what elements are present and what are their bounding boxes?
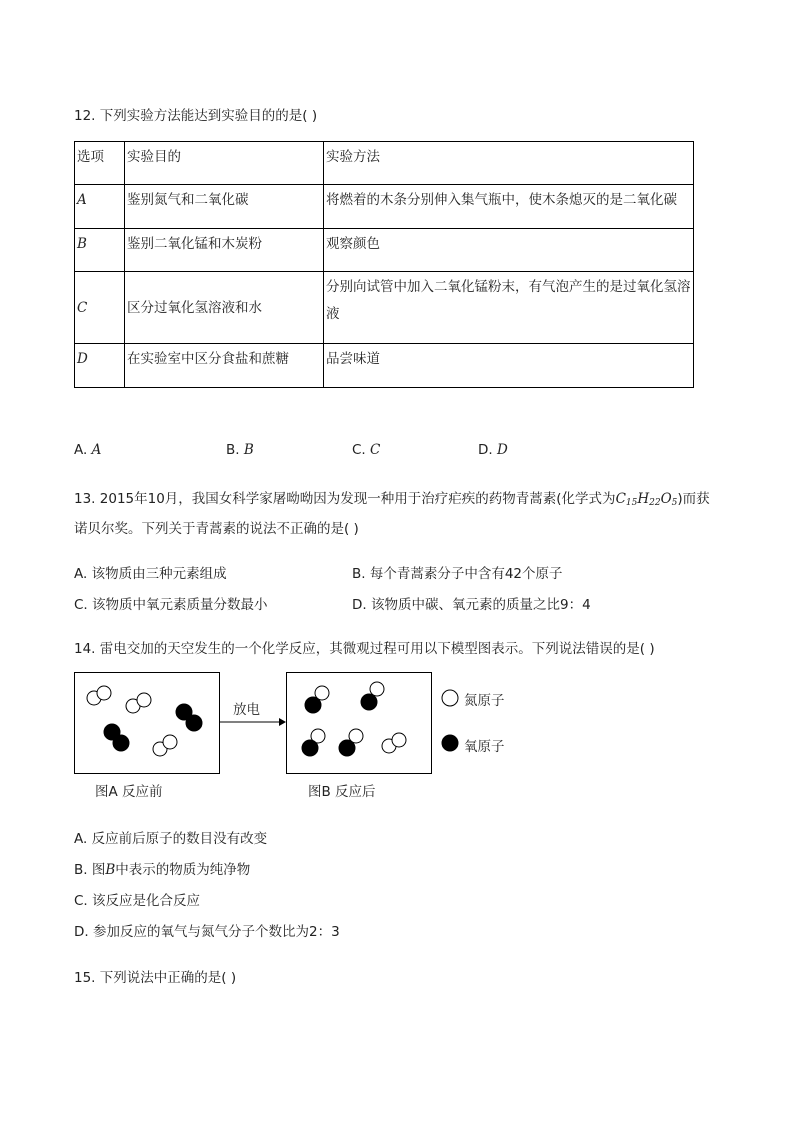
q13-choice-d[interactable]: D. 该物质中碳、氧元素的质量之比9：4 bbox=[352, 597, 591, 613]
row-purpose: 区分过氧化氢溶液和水 bbox=[125, 272, 324, 344]
q13-choice-b[interactable]: B. 每个青蒿素分子中含有42个原子 bbox=[352, 566, 563, 582]
q13-choice-a[interactable]: A. 该物质由三种元素组成 bbox=[74, 566, 227, 582]
row-method: 观察颜色 bbox=[324, 229, 694, 272]
diagram-after-molecules bbox=[286, 672, 432, 774]
nitrogen-atom-icon bbox=[441, 689, 461, 709]
q13-formula: $C_{15}H_{22}O_5$ bbox=[615, 491, 678, 508]
table-row bbox=[75, 185, 694, 229]
table-row bbox=[75, 344, 694, 388]
header-method: 实验方法 bbox=[324, 142, 694, 185]
caption-before: 图A 反应前 bbox=[95, 784, 163, 800]
q14-choice-c[interactable]: C. 该反应是化合反应 bbox=[74, 893, 201, 909]
q14-stem: 14. 雷电交加的天空发生的一个化学反应，其微观过程可用以下模型图表示。下列说法错误的是( ) bbox=[74, 641, 655, 657]
q13-choice-c[interactable]: C. 该物质中氧元素质量分数最小 bbox=[74, 597, 268, 613]
legend-oxygen: 氧原子 bbox=[464, 739, 505, 755]
oxygen-atom-icon bbox=[441, 734, 461, 754]
legend-nitrogen: 氮原子 bbox=[464, 693, 505, 709]
row-option: C bbox=[77, 300, 88, 316]
q15-stem: 15. 下列说法中正确的是( ) bbox=[74, 970, 237, 986]
q12-choice-c[interactable]: C. C bbox=[352, 442, 381, 458]
table-row bbox=[75, 229, 694, 272]
q14-choice-a[interactable]: A. 反应前后原子的数目没有改变 bbox=[74, 831, 268, 847]
q12-table bbox=[74, 141, 694, 388]
q13-stem-line1: 13. 2015年10月，我国女科学家屠呦呦因为发现一种用于治疗疟疾的药物青蒿素(化学式为$C_{15}H_{22}O_5$)而获 bbox=[74, 491, 710, 508]
q12-stem: 12. 下列实验方法能达到实验目的的是( ) bbox=[74, 108, 318, 124]
diagram-before-molecules bbox=[74, 672, 220, 774]
row-method: 品尝味道 bbox=[324, 344, 694, 388]
table-header-row bbox=[75, 142, 694, 185]
caption-after: 图B 反应后 bbox=[308, 784, 376, 800]
header-option: 选项 bbox=[75, 142, 125, 185]
row-purpose: 鉴别氮气和二氧化碳 bbox=[125, 185, 324, 229]
row-option: D bbox=[77, 351, 88, 367]
row-method: 将燃着的木条分别伸入集气瓶中，使木条熄灭的是二氧化碳 bbox=[324, 185, 694, 229]
q14-choice-b[interactable]: B. 图B中表示的物质为纯净物 bbox=[74, 862, 251, 878]
q12-choice-a[interactable]: A. A bbox=[74, 442, 102, 458]
reaction-arrow-icon bbox=[219, 716, 287, 728]
table-row bbox=[75, 272, 694, 344]
row-purpose: 鉴别二氧化锰和木炭粉 bbox=[125, 229, 324, 272]
q13-stem-line2: 诺贝尔奖。下列关于青蒿素的说法不正确的是( ) bbox=[74, 521, 359, 537]
row-option: B bbox=[77, 236, 87, 252]
q14-choice-d[interactable]: D. 参加反应的氧气与氮气分子个数比为2：3 bbox=[74, 924, 340, 940]
row-option: A bbox=[77, 192, 87, 208]
arrow-label: 放电 bbox=[233, 702, 260, 718]
header-purpose: 实验目的 bbox=[125, 142, 324, 185]
q12-choice-b[interactable]: B. B bbox=[226, 442, 254, 458]
row-method: 分别向试管中加入二氧化锰粉末，有气泡产生的是过氧化氢溶液 bbox=[324, 272, 694, 344]
q12-choice-d[interactable]: D. D bbox=[478, 442, 508, 458]
row-purpose: 在实验室中区分食盐和蔗糖 bbox=[125, 344, 324, 388]
